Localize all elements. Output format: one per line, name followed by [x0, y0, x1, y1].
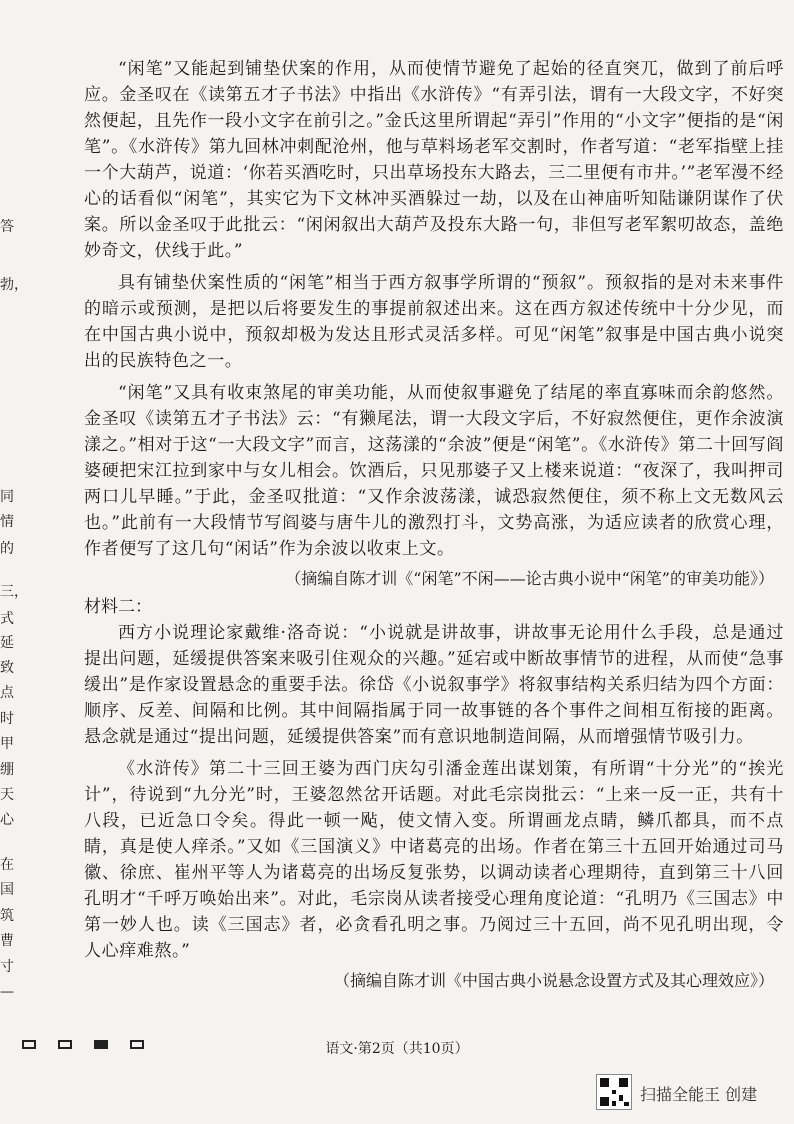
margin-char: 延 — [0, 635, 14, 651]
margin-char: 答 — [0, 219, 14, 235]
margin-char: 曹 — [0, 933, 14, 949]
page-number: 语文·第2页（共10页） — [325, 1041, 469, 1057]
material2-heading: 材料二： — [84, 597, 152, 617]
margin-char: 甲 — [0, 736, 14, 752]
margin-char: 心 — [0, 812, 14, 828]
margin-char: — — [0, 984, 14, 1000]
material2-paragraph-2: 《水浒传》第二十三回王婆为西门庆勾引潘金莲出谋划策，有所谓“十分光”的“挨光计”，待说到“九分光”时，王婆忽然岔开话题。对此毛宗岗批云：“上来一反一正，共有十八段，已近急口令矣。得此一顿一飐，使文情入变。所谓画龙点睛，鳞爪都具，而不点睛，真是使人痒杀。”又如《三国演义》中诸葛亮的出场。作者在第三十五回开始通过司马徽、徐庶、崔州平等人为诸葛亮的出场反复张势，以调动读者心理期待，直到第三十八回孔明才“千呼万唤始出来”。对此，毛宗岗从读者接受心理角度论道：“孔明乃《三国志》中第一妙人也。读《三国志》者，必贪看孔明之事。乃阅过三十五回，尚不见孔明出现，令人心痒难熬。” — [84, 759, 784, 961]
material1-paragraph-2: 具有铺垫伏案性质的“闲笔”相当于西方叙事学所谓的“预叙”。预叙指的是对未来事件的暗示或预测，是把以后将要发生的事提前叙述出来。这在西方叙述传统中十分少见，而在中国古典小说中，预叙却极为发达且形式灵活多样。可见“闲笔”叙事是中国古典小说突出的民族特色之一。 — [84, 273, 784, 371]
margin-char: 的 — [0, 541, 14, 557]
margin-char: 致 — [0, 660, 14, 676]
margin-char: 三， — [0, 584, 28, 600]
margin-char: 勃， — [0, 277, 28, 293]
qr-code-icon — [596, 1074, 632, 1110]
material1-paragraph-3: “闲笔”又具有收束煞尾的审美功能，从而使叙事避免了结尾的率直寡味而余韵悠然。金圣叹《读第五才子书法》云：“有獭尾法，谓一大段文字后，不好寂然便住，更作余波演漾之。”相对于这“一大段文字”而言，这荡漾的“余波”便是“闲笔”。《水浒传》第二十回写阎婆硬把宋江拉到家中与女儿相会。饮酒后，只见那婆子又上楼来说道：“夜深了，我叫押司两口儿早睡。”于此，金圣叹批道：“又作余波荡漾，诚恐寂然便住，须不称上文无数风云也。”此前有一大段情节写阎婆与唐牛儿的激烈打斗，文势高涨，为适应读者的欣赏心理，作者便写了这几句“闲话”作为余波以收束上文。 — [84, 383, 784, 559]
margin-char: 天 — [0, 787, 14, 803]
material1-paragraph-1: “闲笔”又能起到铺垫伏案的作用，从而使情节避免了起始的径直突兀，做到了前后呼应。金圣叹在《读第五才子书法》中指出《水浒传》“有弄引法，谓有一大段文字，不好突然便起，且先作一段小文字在前引之。”金氏这里所谓起“弄引”作用的“小文字”便指的是“闲笔”。《水浒传》第九回林冲刺配沧州，他与草料场老军交割时，作者写道：“老军指壁上挂一个大葫芦，说道：‘你若买酒吃时，只出草场投东大路去，三二里便有市井。’”老军漫不经心的话看似“闲笔”，其实它为下文林冲买酒躲过一劫，以及在山神庙听知陆谦阴谋作了伏案。所以金圣叹于此批云：“闲闲叙出大葫芦及投东大路一句，非但写老军絮叨故态，盖绝妙奇文，伏线于此。” — [84, 59, 784, 261]
margin-char: 同 — [0, 489, 14, 505]
margin-char: 筑 — [0, 908, 14, 924]
material2-source: （摘编自陈才训《中国古典小说悬念设置方式及其心理效应》） — [333, 971, 774, 990]
watermark-text: 扫描全能王 创建 — [640, 1085, 758, 1104]
material1-source: （摘编自陈才训《“闲笔”不闲——论古典小说中“闲笔”的审美功能》） — [285, 569, 774, 588]
margin-char: 绷 — [0, 762, 14, 778]
margin-char: 在 — [0, 857, 14, 873]
material2-paragraph-1: 西方小说理论家戴维·洛奇说：“小说就是讲故事，讲故事无论用什么手段，总是通过提出问题，延缓提供答案来吸引住观众的兴趣。”延宕或中断故事情节的进程，从而使“急事缓出”是作家设置悬念的重要手法。徐岱《小说叙事学》将叙事结构关系归结为四个方面：顺序、反差、间隔和比例。其中间隔指属于同一故事链的各个事件之间相互衔接的距离。悬念就是通过“提出问题，延缓提供答案”而有意识地制造间隔，从而增强情节吸引力。 — [84, 623, 784, 747]
left-margin-fragments — [0, 0, 26, 1124]
main-text — [84, 56, 784, 996]
margin-char: 国 — [0, 882, 14, 898]
margin-char: 寸 — [0, 959, 14, 975]
margin-char: 时 — [0, 711, 14, 727]
margin-char: 点 — [0, 685, 14, 701]
margin-char: 情 — [0, 514, 14, 530]
scanner-watermark — [596, 1074, 786, 1114]
margin-char: 式 — [0, 611, 14, 627]
